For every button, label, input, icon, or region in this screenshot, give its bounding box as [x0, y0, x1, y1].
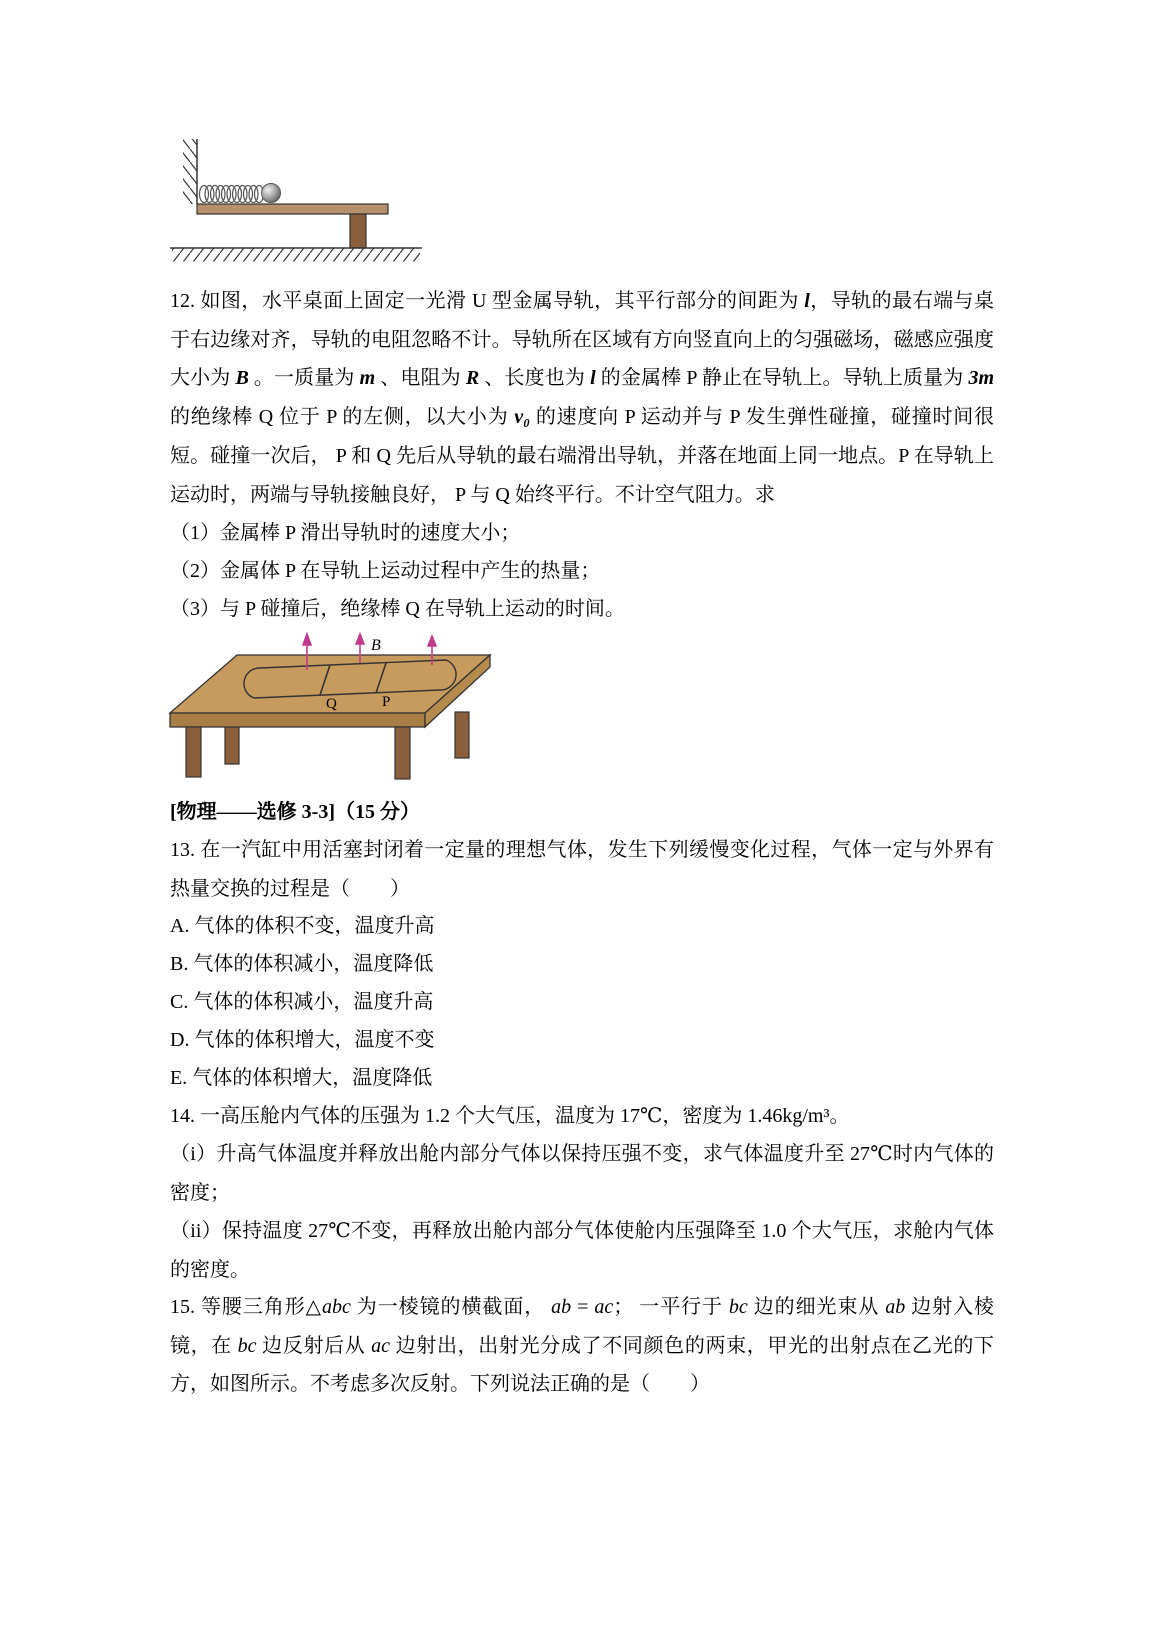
question-13-option-b: B. 气体的体积减小，温度降低 — [170, 953, 434, 975]
label-rod-q: Q — [326, 696, 337, 712]
figure-rail-table — [168, 632, 492, 794]
question-12-part-3: （3）与 P 碰撞后，绝缘棒 Q 在导轨上运动的时间。 — [170, 598, 625, 620]
spring-icon — [200, 186, 264, 203]
question-13-option-e: E. 气体的体积增大，温度降低 — [170, 1067, 433, 1089]
figure-spring-ball-shelf — [170, 136, 430, 264]
label-field-b: B — [371, 637, 381, 654]
question-13-option-c: C. 气体的体积减小，温度升高 — [170, 991, 434, 1013]
question-13-text: 13. 在一汽缸中用活塞封闭着一定量的理想气体，发生下列缓慢变化过程，气体一定与外界有热量交换的过程是（ ） — [170, 839, 994, 900]
section-heading: [物理——选修 3-3]（15 分） — [170, 801, 420, 823]
question-12-text: 12. 如图，水平桌面上固定一光滑 U 型金属导轨，其平行部分的间距为 l，导轨的最右端与桌于右边缘对齐，导轨的电阻忽略不计。导轨所在区域有方向竖直向上的匀强磁场，磁感应强度大小为 B 。一质量为 m 、电阻为 R 、长度也为 l 的金属棒 P 静止在导轨上。导轨上质量为 3m 的绝缘棒 Q 位于 P 的左侧，以大小为 v₀ 的速度向 P 运动并与 P 发生弹性碰撞，碰撞时间很短。碰撞一次后， P 和 Q 先后从导轨的最右端滑出导轨，并落在地面上同一地点。P 在导轨上运动时，两端与导轨接触良好， P 与 Q 始终平行。不计空气阻力。求 — [170, 290, 995, 506]
table-front-edge — [170, 713, 425, 727]
question-14-part-i: （i）升高气体温度并释放出舱内部分气体以保持压强不变，求气体温度升至 27℃时内气体的密度； — [170, 1143, 994, 1204]
question-15-text: 15. 等腰三角形△abc 为一棱镜的横截面， ab = ac； 一平行于 bc 边的细光束从 ab 边射入棱镜，在 bc 边反射后从 ac 边射出，出射光分成了不同颜色的两束，甲光的出射点在乙光的下方，如图所示。不考虑多次反射。下列说法正确的是（ ） — [170, 1296, 995, 1396]
question-13-option-a: A. 气体的体积不变，温度升高 — [170, 915, 435, 937]
question-12-part-2: （2）金属体 P 在导轨上运动过程中产生的热量； — [170, 560, 601, 582]
ground-hatching — [172, 249, 420, 262]
question-14-text: 14. 一高压舱内气体的压强为 1.2 个大气压，温度为 17℃，密度为 1.46kg/m³。 — [170, 1105, 850, 1127]
label-rod-p: P — [382, 694, 391, 710]
question-12-part-1: （1）金属棒 P 滑出导轨时的速度大小； — [170, 522, 521, 544]
ball — [262, 184, 281, 203]
shelf — [197, 204, 388, 214]
question-14-part-ii: （ii）保持温度 27℃不变，再释放出舱内部分气体使舱内压强降至 1.0 个大气压，求舱内气体的密度。 — [170, 1220, 994, 1281]
wall-hatching — [183, 139, 197, 204]
table-front-legs — [186, 727, 410, 779]
shelf-leg — [350, 214, 366, 248]
question-13-option-d: D. 气体的体积增大，温度不变 — [170, 1029, 435, 1051]
